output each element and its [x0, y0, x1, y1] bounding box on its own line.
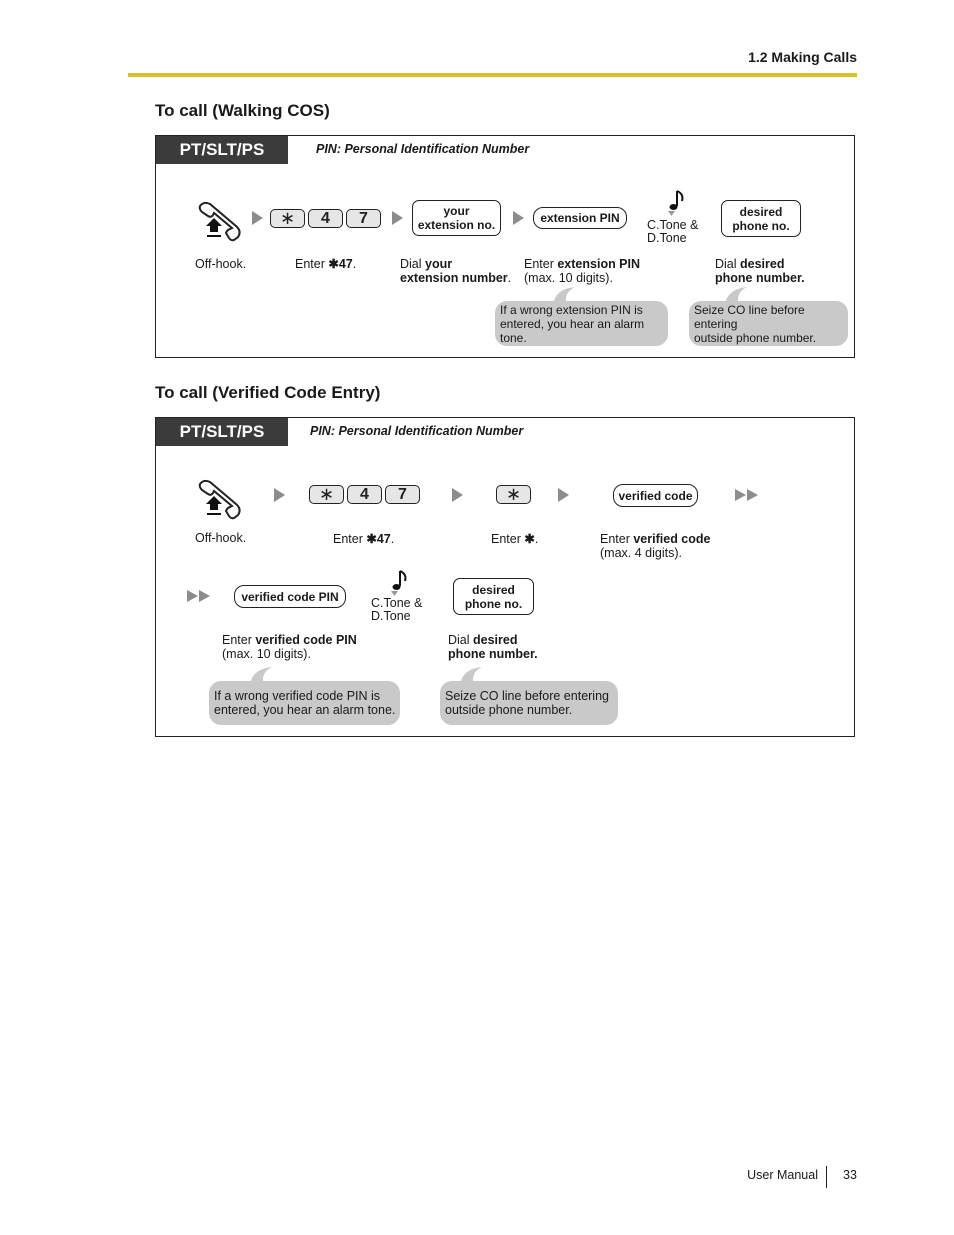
box-line: extension no. — [417, 218, 496, 232]
caption-text: . — [507, 271, 512, 285]
extension-pin-box: extension PIN — [533, 207, 627, 229]
step-arrow-icon — [513, 211, 524, 225]
bubble-line: entered, you hear an alarm tone. — [500, 316, 645, 345]
verified-code-pin-box: verified code PIN — [234, 585, 346, 608]
off-hook-handset-icon — [196, 200, 244, 242]
tone-label — [371, 597, 422, 623]
off-hook-handset-icon — [196, 478, 244, 520]
star-key: ∗ — [270, 209, 305, 228]
box-line: your — [443, 204, 470, 218]
page-number: 33 — [843, 1168, 857, 1182]
caption-text: Enter — [222, 633, 256, 647]
key-7: 7 — [346, 209, 381, 228]
tone-label — [647, 219, 698, 245]
caption-bold: extension number — [400, 271, 508, 285]
box-line: desired — [472, 582, 515, 597]
verified-code-title: To call (Verified Code Entry) — [155, 383, 381, 402]
music-note-icon — [386, 568, 414, 598]
caption-bold: your — [425, 257, 453, 271]
continue-double-arrow-icon — [735, 489, 758, 501]
tone-line: C.Tone & — [371, 596, 423, 610]
caption-key: ✱47 — [366, 532, 391, 546]
caption-text: (max. 4 digits). — [600, 546, 682, 560]
key-7: 7 — [385, 485, 420, 504]
caption-dial-desired — [715, 257, 805, 285]
step-arrow-icon — [252, 211, 263, 225]
bubble-line: Seize CO line before entering — [694, 302, 805, 331]
walking-cos-title: To call (Walking COS) — [155, 101, 330, 120]
caption-text: Enter — [524, 257, 558, 271]
caption-enter-verified-code-pin — [222, 633, 357, 661]
caption-enter-47 — [295, 257, 356, 271]
key-sequence — [309, 485, 420, 504]
tone-line: C.Tone & — [647, 218, 699, 232]
pin-note: PIN: Personal Identification Number — [316, 142, 530, 156]
caption-text: . — [352, 257, 357, 271]
device-tag: PT/SLT/PS — [156, 136, 288, 164]
caption-key: ✱ — [524, 532, 535, 546]
step-arrow-icon — [392, 211, 403, 225]
caption-key: ✱47 — [328, 257, 353, 271]
caption-off-hook: Off-hook. — [195, 531, 247, 545]
pin-note: PIN: Personal Identification Number — [310, 424, 524, 438]
caption-bold: desired — [740, 257, 785, 271]
tone-line: D.Tone — [647, 231, 687, 245]
step-arrow-icon — [452, 488, 463, 502]
caption-text: . — [534, 532, 539, 546]
star-key: ∗ — [496, 485, 531, 504]
footer-label: User Manual — [747, 1168, 818, 1182]
caption-text: (max. 10 digits). — [524, 271, 613, 285]
caption-text: Enter — [491, 532, 525, 546]
caption-dial-desired — [448, 633, 538, 661]
key-4: 4 — [347, 485, 382, 504]
bubble-line: Seize CO line before entering — [445, 689, 609, 703]
step-arrow-icon — [558, 488, 569, 502]
section-header: 1.2 Making Calls — [748, 49, 857, 65]
caption-bold: desired — [473, 633, 518, 647]
caption-bold: verified code PIN — [255, 633, 357, 647]
desired-phone-no-box — [453, 578, 534, 615]
bubble-line: If a wrong verified code PIN is — [214, 689, 381, 703]
alarm-tone-bubble — [495, 301, 668, 346]
key-sequence — [270, 209, 381, 228]
caption-text: (max. 10 digits). — [222, 647, 311, 661]
bubble-line: If a wrong extension PIN is — [500, 302, 643, 317]
key-4: 4 — [308, 209, 343, 228]
bubble-line: entered, you hear an alarm tone. — [214, 703, 396, 717]
caption-text: Enter — [333, 532, 367, 546]
caption-text: Enter — [295, 257, 329, 271]
header-rule — [128, 73, 857, 77]
caption-text: Dial — [715, 257, 741, 271]
footer-separator — [826, 1166, 827, 1188]
verified-code-box: verified code — [613, 484, 698, 507]
caption-text: Dial — [400, 257, 426, 271]
caption-bold: verified code — [633, 532, 711, 546]
box-line: phone no. — [464, 596, 523, 611]
bubble-line: outside phone number. — [445, 703, 573, 717]
caption-enter-verified-code — [600, 532, 710, 560]
box-line: phone no. — [732, 218, 790, 233]
walking-cos-panel — [155, 135, 855, 358]
caption-text: Dial — [448, 633, 474, 647]
device-tag: PT/SLT/PS — [156, 418, 288, 446]
caption-bold: phone number. — [448, 647, 538, 661]
seize-co-bubble — [440, 681, 618, 725]
your-extension-no-box — [412, 200, 501, 236]
caption-bold: extension PIN — [557, 257, 641, 271]
caption-bold: phone number. — [715, 271, 805, 285]
caption-text: Enter — [600, 532, 634, 546]
box-line: desired — [739, 204, 783, 219]
caption-dial-extension — [400, 257, 511, 285]
star-key-single — [496, 485, 531, 504]
seize-co-bubble — [689, 301, 848, 346]
tone-line: D.Tone — [371, 609, 411, 623]
caption-enter-star — [491, 532, 538, 546]
verified-code-panel — [155, 417, 855, 737]
caption-text: . — [390, 532, 395, 546]
step-arrow-icon — [274, 488, 285, 502]
caption-off-hook: Off-hook. — [195, 257, 247, 271]
alarm-tone-bubble — [209, 681, 400, 725]
caption-enter-extension-pin — [524, 257, 640, 285]
music-note-icon — [663, 188, 691, 218]
desired-phone-no-box — [721, 200, 801, 237]
continue-double-arrow-icon — [187, 590, 210, 602]
bubble-line: outside phone number. — [694, 330, 817, 345]
caption-enter-47 — [333, 532, 394, 546]
star-key: ∗ — [309, 485, 344, 504]
